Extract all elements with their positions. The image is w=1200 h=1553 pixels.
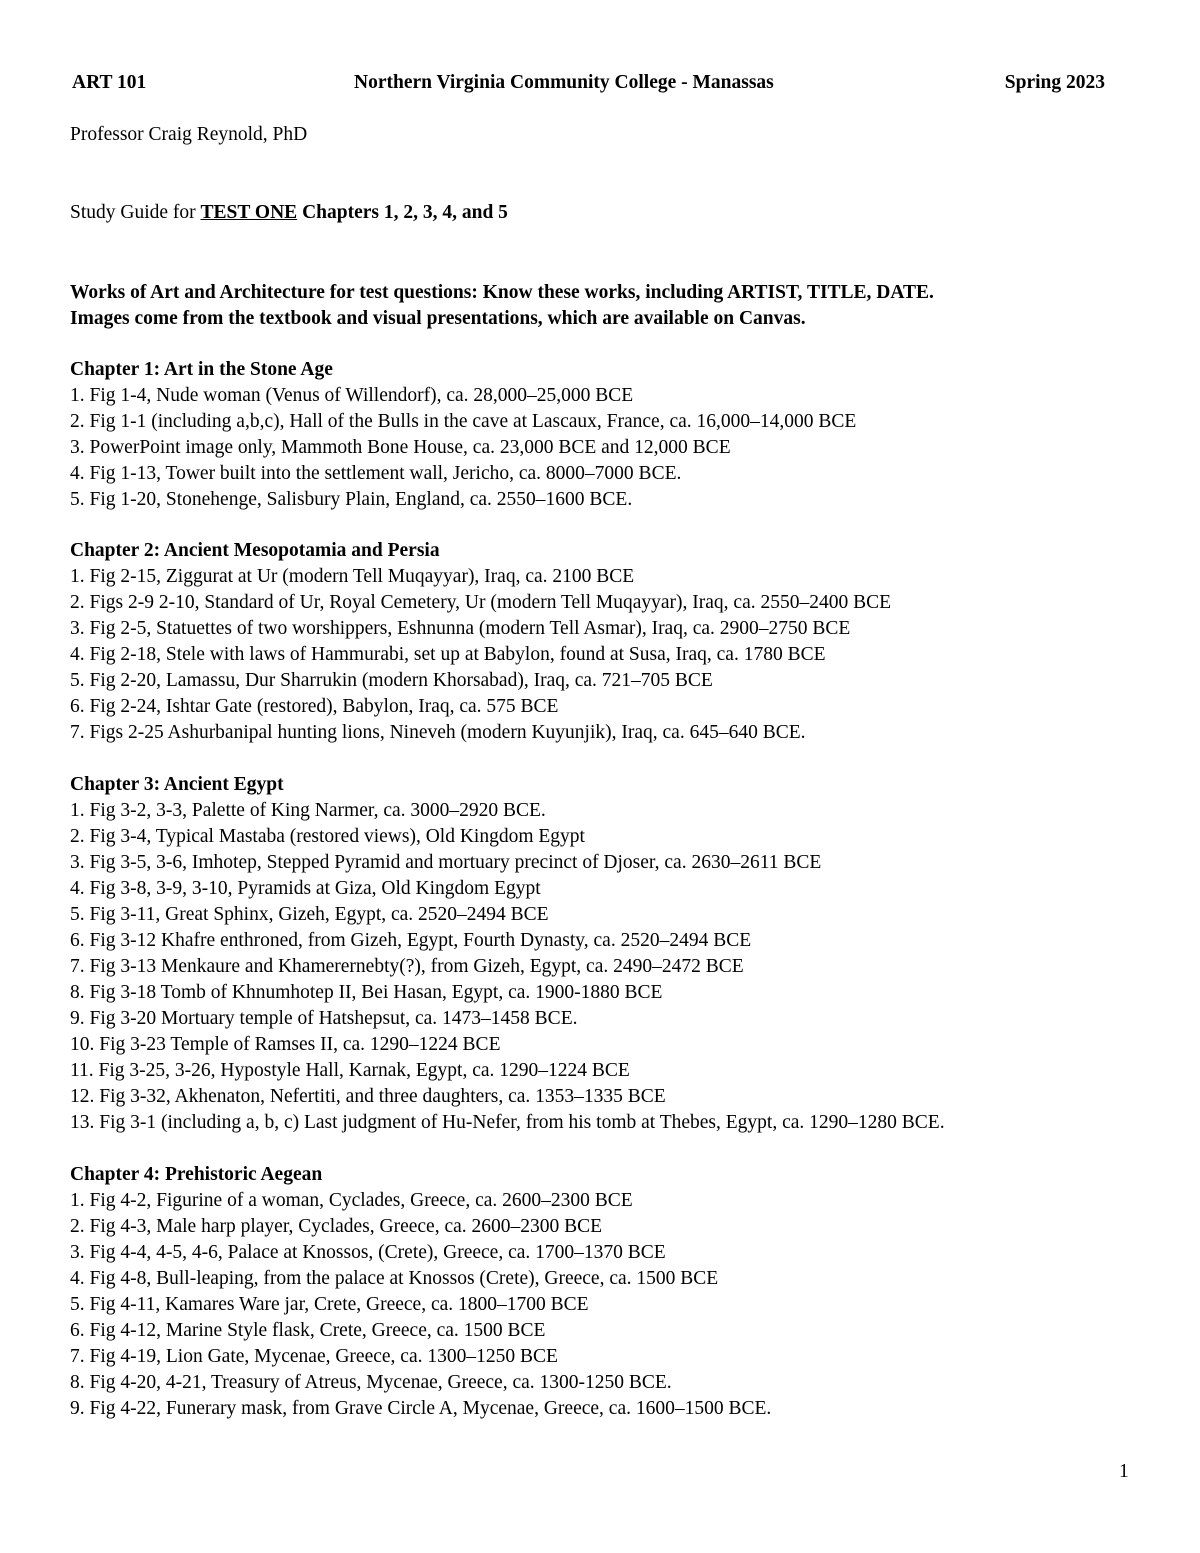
chapter-heading: Chapter 2: Ancient Mesopotamia and Persia bbox=[70, 540, 440, 561]
list-item: 3. PowerPoint image only, Mammoth Bone House, ca. 23,000 BCE and 12,000 BCE bbox=[70, 437, 731, 458]
list-item: 3. Fig 2-5, Statuettes of two worshippers, Eshnunna (modern Tell Asmar), Iraq, ca. 2900–2750 BCE bbox=[70, 618, 851, 639]
list-item: 7. Fig 4-19, Lion Gate, Mycenae, Greece, ca. 1300–1250 BCE bbox=[70, 1346, 558, 1367]
list-item: 1. Fig 3-2, 3-3, Palette of King Narmer, ca. 3000–2920 BCE. bbox=[70, 800, 546, 821]
list-item: 11. Fig 3-25, 3-26, Hypostyle Hall, Karnak, Egypt, ca. 1290–1224 BCE bbox=[70, 1060, 630, 1081]
term: Spring 2023 bbox=[1004, 72, 1105, 93]
chapter-heading: Chapter 4: Prehistoric Aegean bbox=[70, 1164, 323, 1185]
study-guide-chapters: Chapters 1, 2, 3, 4, and 5 bbox=[297, 202, 508, 223]
chapter-heading: Chapter 3: Ancient Egypt bbox=[70, 774, 284, 795]
list-item: 7. Fig 3-13 Menkaure and Khamerernebty(?), from Gizeh, Egypt, ca. 2490–2472 BCE bbox=[70, 956, 744, 977]
page-number: 1 bbox=[1119, 1461, 1129, 1482]
list-item: 5. Fig 1-20, Stonehenge, Salisbury Plain, England, ca. 2550–1600 BCE. bbox=[70, 489, 633, 510]
works-list bbox=[70, 564, 1130, 746]
list-item: 1. Fig 1-4, Nude woman (Venus of Willendorf), ca. 28,000–25,000 BCE bbox=[70, 385, 634, 406]
test-name: TEST ONE bbox=[200, 202, 298, 223]
list-item: 5. Fig 4-11, Kamares Ware jar, Crete, Greece, ca. 1800–1700 BCE bbox=[70, 1294, 589, 1315]
list-item: 10. Fig 3-23 Temple of Ramses II, ca. 1290–1224 BCE bbox=[70, 1034, 501, 1055]
works-list bbox=[70, 1188, 1130, 1422]
list-item: 5. Fig 2-20, Lamassu, Dur Sharrukin (modern Khorsabad), Iraq, ca. 721–705 BCE bbox=[70, 670, 713, 691]
page-header bbox=[70, 72, 1105, 98]
list-item: 2. Fig 1-1 (including a,b,c), Hall of the Bulls in the cave at Lascaux, France, ca. 16,000–14,000 BCE bbox=[70, 411, 857, 432]
college-name: Northern Virginia Community College - Manassas bbox=[354, 72, 774, 93]
list-item: 8. Fig 4-20, 4-21, Treasury of Atreus, Mycenae, Greece, ca. 1300-1250 BCE. bbox=[70, 1372, 672, 1393]
list-item: 4. Fig 4-8, Bull-leaping, from the palace at Knossos (Crete), Greece, ca. 1500 BCE bbox=[70, 1268, 719, 1289]
list-item: 2. Figs 2-9 2-10, Standard of Ur, Royal Cemetery, Ur (modern Tell Muqayyar), Iraq, ca. 2550–2400 BCE bbox=[70, 592, 892, 613]
course-code: ART 101 bbox=[72, 72, 147, 93]
list-item: 13. Fig 3-1 (including a, b, c) Last judgment of Hu-Nefer, from his tomb at Thebes, Egypt, ca. 1290–1280 BCE. bbox=[70, 1112, 945, 1133]
chapter-section bbox=[70, 538, 1130, 746]
list-item: 6. Fig 3-12 Khafre enthroned, from Gizeh, Egypt, Fourth Dynasty, ca. 2520–2494 BCE bbox=[70, 930, 752, 951]
instructions bbox=[70, 280, 1105, 332]
list-item: 4. Fig 1-13, Tower built into the settlement wall, Jericho, ca. 8000–7000 BCE. bbox=[70, 463, 682, 484]
chapter-section bbox=[70, 1162, 1130, 1422]
professor-name: Professor Craig Reynold, PhD bbox=[70, 124, 308, 145]
list-item: 6. Fig 4-12, Marine Style flask, Crete, Greece, ca. 1500 BCE bbox=[70, 1320, 546, 1341]
list-item: 7. Figs 2-25 Ashurbanipal hunting lions, Nineveh (modern Kuyunjik), Iraq, ca. 645–640 BCE. bbox=[70, 722, 806, 743]
list-item: 1. Fig 4-2, Figurine of a woman, Cyclades, Greece, ca. 2600–2300 BCE bbox=[70, 1190, 633, 1211]
instructions-line-1: Works of Art and Architecture for test questions: Know these works, including ARTIST, TITLE, DATE. bbox=[70, 282, 934, 303]
chapter-section bbox=[70, 357, 1130, 513]
list-item: 3. Fig 4-4, 4-5, 4-6, Palace at Knossos, (Crete), Greece, ca. 1700–1370 BCE bbox=[70, 1242, 666, 1263]
list-item: 2. Fig 4-3, Male harp player, Cyclades, Greece, ca. 2600–2300 BCE bbox=[70, 1216, 603, 1237]
list-item: 8. Fig 3-18 Tomb of Khnumhotep II, Bei Hasan, Egypt, ca. 1900-1880 BCE bbox=[70, 982, 663, 1003]
study-guide-title bbox=[70, 202, 508, 224]
chapter-heading: Chapter 1: Art in the Stone Age bbox=[70, 359, 333, 380]
chapter-section bbox=[70, 772, 1130, 1136]
document-page bbox=[70, 0, 1105, 1553]
list-item: 3. Fig 3-5, 3-6, Imhotep, Stepped Pyramid and mortuary precinct of Djoser, ca. 2630–2611 BCE bbox=[70, 852, 822, 873]
list-item: 9. Fig 4-22, Funerary mask, from Grave Circle A, Mycenae, Greece, ca. 1600–1500 BCE. bbox=[70, 1398, 772, 1419]
list-item: 4. Fig 2-18, Stele with laws of Hammurabi, set up at Babylon, found at Susa, Iraq, ca. 1780 BCE bbox=[70, 644, 826, 665]
works-list bbox=[70, 798, 1130, 1136]
list-item: 4. Fig 3-8, 3-9, 3-10, Pyramids at Giza, Old Kingdom Egypt bbox=[70, 878, 541, 899]
study-guide-prefix: Study Guide for bbox=[70, 202, 201, 223]
instructions-line-2: Images come from the textbook and visual presentations, which are available on Canvas. bbox=[70, 308, 806, 329]
list-item: 9. Fig 3-20 Mortuary temple of Hatshepsut, ca. 1473–1458 BCE. bbox=[70, 1008, 578, 1029]
list-item: 12. Fig 3-32, Akhenaton, Nefertiti, and three daughters, ca. 1353–1335 BCE bbox=[70, 1086, 666, 1107]
works-list bbox=[70, 383, 1130, 513]
list-item: 1. Fig 2-15, Ziggurat at Ur (modern Tell Muqayyar), Iraq, ca. 2100 BCE bbox=[70, 566, 635, 587]
list-item: 5. Fig 3-11, Great Sphinx, Gizeh, Egypt, ca. 2520–2494 BCE bbox=[70, 904, 549, 925]
list-item: 6. Fig 2-24, Ishtar Gate (restored), Babylon, Iraq, ca. 575 BCE bbox=[70, 696, 559, 717]
list-item: 2. Fig 3-4, Typical Mastaba (restored views), Old Kingdom Egypt bbox=[70, 826, 585, 847]
